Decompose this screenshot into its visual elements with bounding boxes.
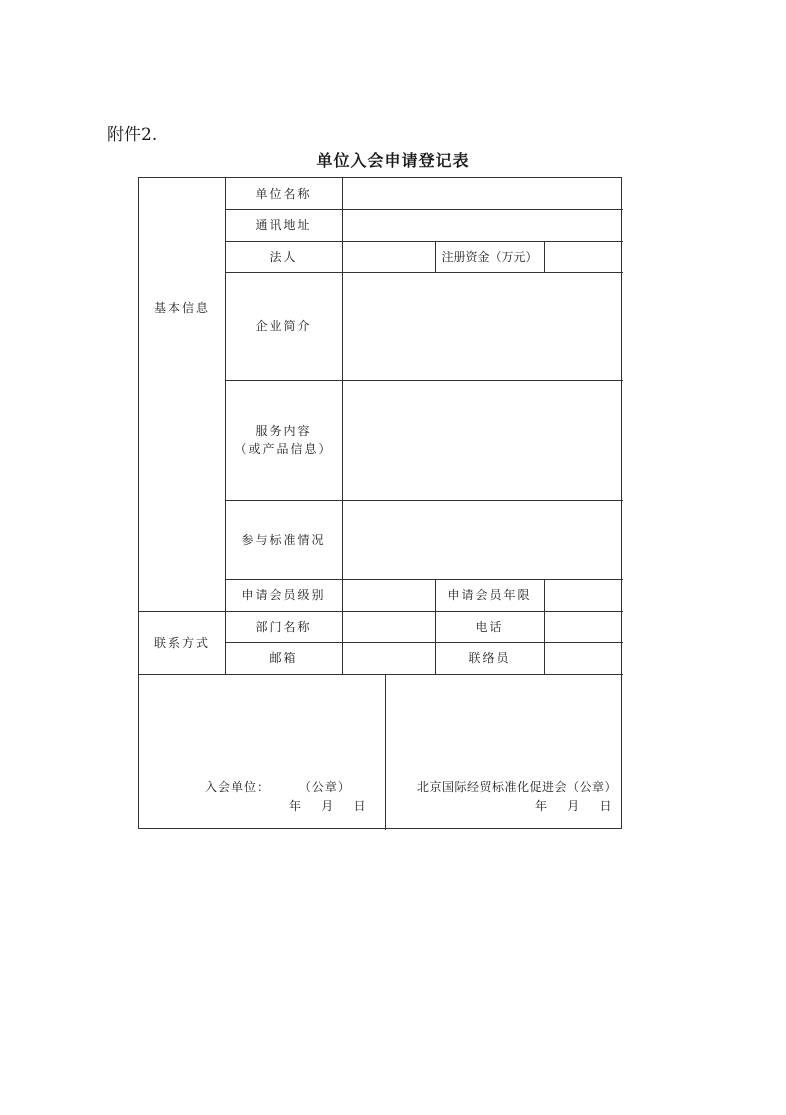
registration-form-table	[138, 177, 622, 829]
field-legal-person[interactable]	[343, 242, 435, 272]
field-address[interactable]	[343, 210, 623, 241]
field-member-level[interactable]	[343, 580, 435, 611]
field-company-intro[interactable]	[343, 273, 623, 380]
label-unit-name: 单位名称	[255, 186, 312, 201]
label-services-line1: 服务内容	[255, 424, 312, 438]
signature-left-unit: 入会单位： （公章）	[205, 780, 351, 794]
field-registered-capital[interactable]	[545, 242, 623, 272]
label-member-level: 申请会员级别	[241, 588, 326, 602]
label-email: 邮箱	[269, 651, 298, 665]
field-unit-name[interactable]	[343, 178, 623, 209]
label-standards: 参与标准情况	[241, 532, 326, 547]
label-services-line2: （或产品信息）	[234, 442, 333, 456]
field-standards[interactable]	[343, 501, 623, 579]
field-liaison[interactable]	[545, 643, 623, 674]
attachment-label: 附件2.	[107, 125, 158, 145]
signature-right-association: 北京国际经贸标准化促进会（公章）	[417, 780, 618, 794]
label-liaison: 联络员	[468, 651, 511, 665]
field-phone[interactable]	[545, 612, 623, 642]
field-email[interactable]	[343, 643, 435, 674]
signature-right-date: 年 月 日	[535, 799, 613, 813]
label-registered-capital: 注册资金（万元）	[441, 249, 538, 264]
field-member-years[interactable]	[545, 580, 623, 611]
group-contact: 联系方式	[153, 635, 210, 650]
label-legal-person: 法人	[269, 249, 298, 264]
label-company-intro: 企业简介	[255, 319, 312, 333]
group-basic-info: 基本信息	[153, 301, 210, 315]
label-member-years: 申请会员年限	[447, 588, 532, 602]
form-title: 单位入会申请登记表	[316, 151, 470, 170]
label-department: 部门名称	[255, 619, 312, 634]
label-address: 通讯地址	[255, 218, 312, 232]
label-phone: 电话	[475, 619, 504, 634]
signature-left-date: 年 月 日	[289, 799, 367, 813]
field-services[interactable]	[343, 381, 623, 500]
label-services	[225, 380, 342, 500]
field-department[interactable]	[343, 612, 435, 642]
